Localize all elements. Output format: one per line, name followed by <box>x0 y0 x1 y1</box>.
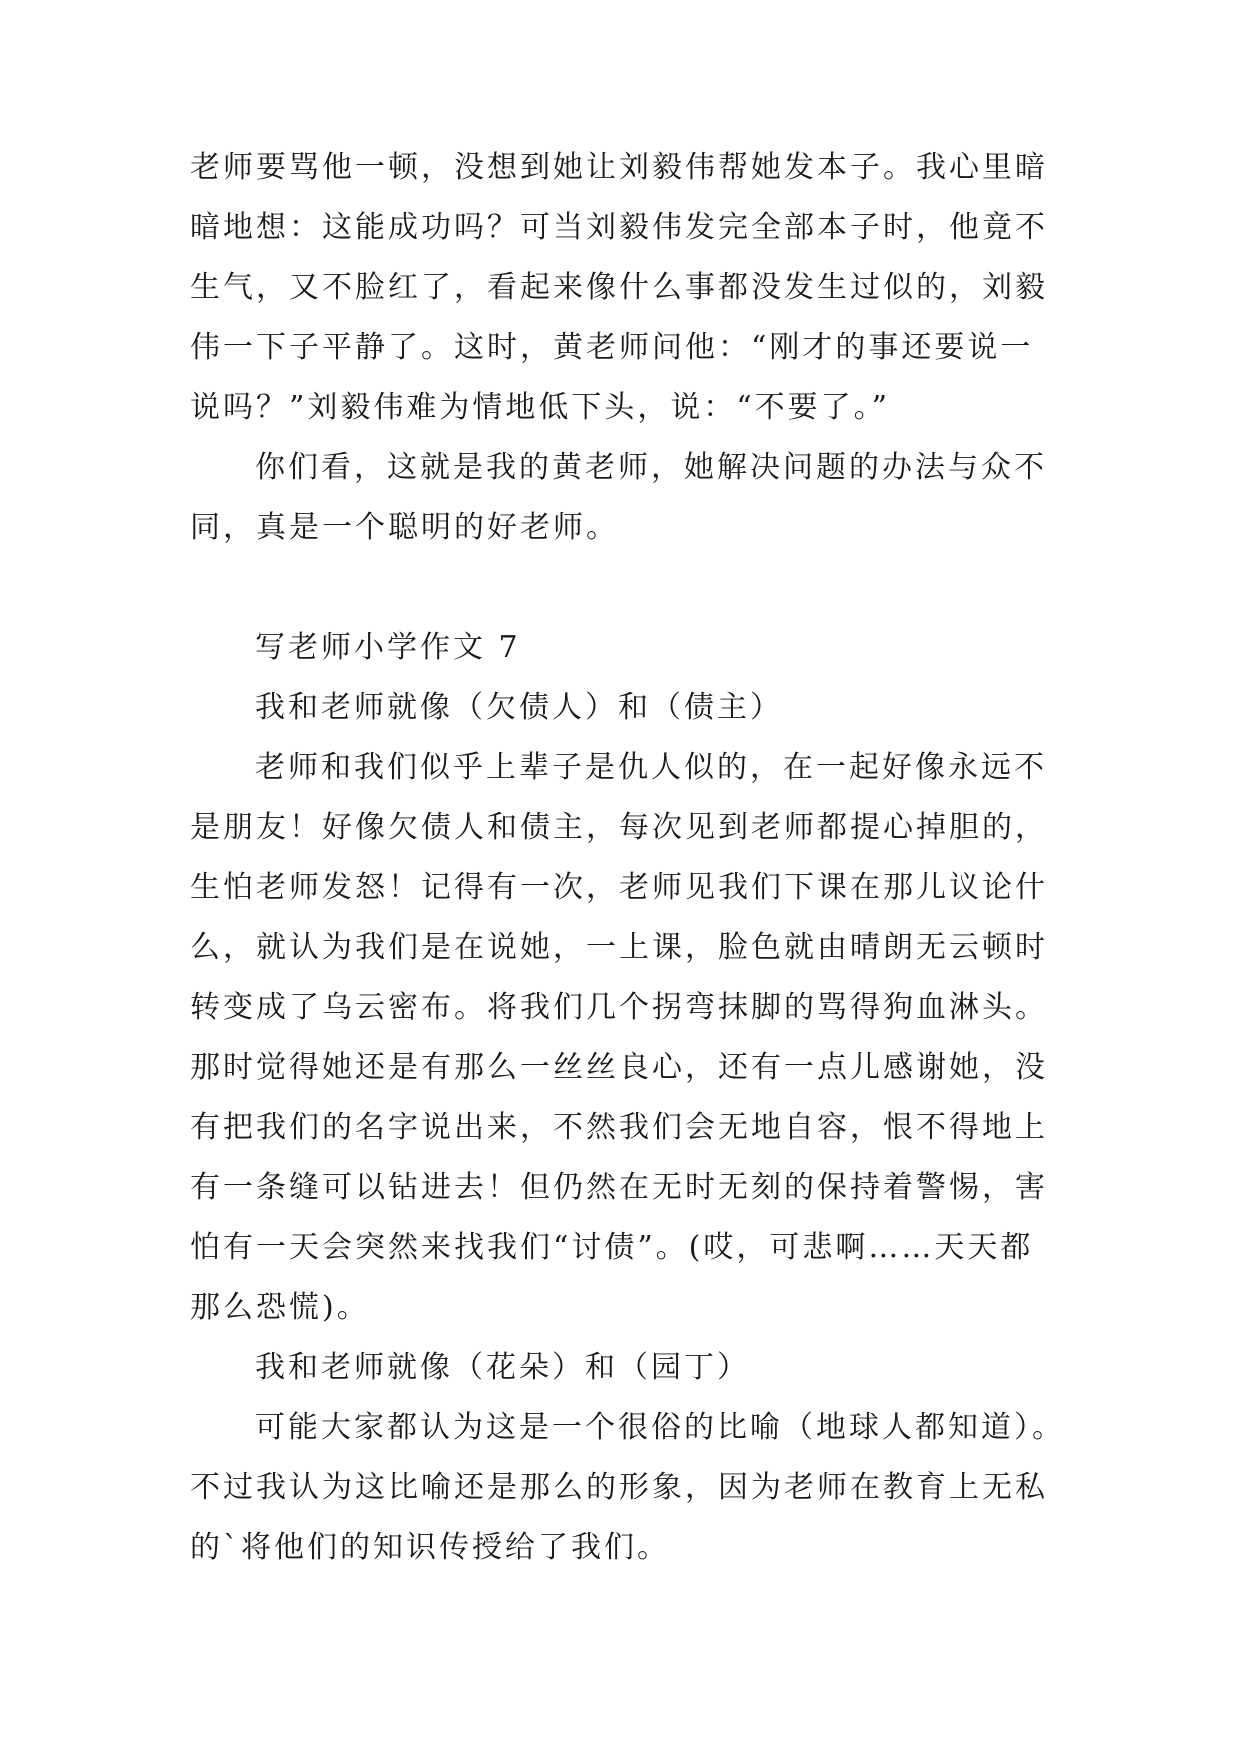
paragraph-line: 可能大家都认为这是一个很俗的比喻（地球人都知道）。 <box>255 1410 1065 1445</box>
paragraph-line: 有一条缝可以钻进去！但仍然在无时无刻的保持着警惕，害 <box>190 1170 1048 1205</box>
paragraph-line: 伟一下子平静了。这时，黄老师问他：“刚才的事还要说一 <box>190 330 1034 365</box>
paragraph-line: 是朋友！好像欠债人和债主，每次见到老师都提心掉胆的， <box>190 810 1048 845</box>
paragraph-line: 有把我们的名字说出来，不然我们会无地自容，恨不得地上 <box>190 1110 1048 1145</box>
paragraph-line: 的`将他们的知识传授给了我们。 <box>190 1530 670 1565</box>
paragraph-line: 不过我认为这比喻还是那么的形象，因为老师在教育上无私 <box>190 1470 1048 1505</box>
paragraph-line: 老师要骂他一顿，没想到她让刘毅伟帮她发本子。我心里暗 <box>190 150 1048 185</box>
subheading: 我和老师就像（花朵）和（园丁） <box>255 1350 750 1385</box>
paragraph-line: 说吗？”刘毅伟难为情地低下头，说：“不要了。” <box>190 390 891 425</box>
paragraph-line: 那么恐慌)。 <box>190 1290 370 1325</box>
paragraph-line: 同，真是一个聪明的好老师。 <box>190 510 619 545</box>
paragraph-line: 生气，又不脸红了，看起来像什么事都没发生过似的，刘毅 <box>190 270 1048 305</box>
paragraph-line: 暗地想：这能成功吗？可当刘毅伟发完全部本子时，他竟不 <box>190 210 1048 245</box>
paragraph-line: 转变成了乌云密布。将我们几个拐弯抹脚的骂得狗血淋头。 <box>190 990 1048 1025</box>
paragraph-line: 怕有一天会突然来找我们“讨债”。(哎，可悲啊……天天都 <box>190 1230 1034 1265</box>
paragraph-line: 你们看，这就是我的黄老师，她解决问题的办法与众不 <box>255 450 1047 485</box>
section-title: 写老师小学作文 7 <box>255 630 521 665</box>
paragraph-line: 么，就认为我们是在说她，一上课，脸色就由晴朗无云顿时 <box>190 930 1048 965</box>
subheading: 我和老师就像（欠债人）和（债主） <box>255 690 783 725</box>
paragraph-line: 生怕老师发怒！记得有一次，老师见我们下课在那儿议论什 <box>190 870 1048 905</box>
paragraph-line: 那时觉得她还是有那么一丝丝良心，还有一点儿感谢她，没 <box>190 1050 1048 1085</box>
paragraph-line: 老师和我们似乎上辈子是仇人似的，在一起好像永远不 <box>255 750 1047 785</box>
